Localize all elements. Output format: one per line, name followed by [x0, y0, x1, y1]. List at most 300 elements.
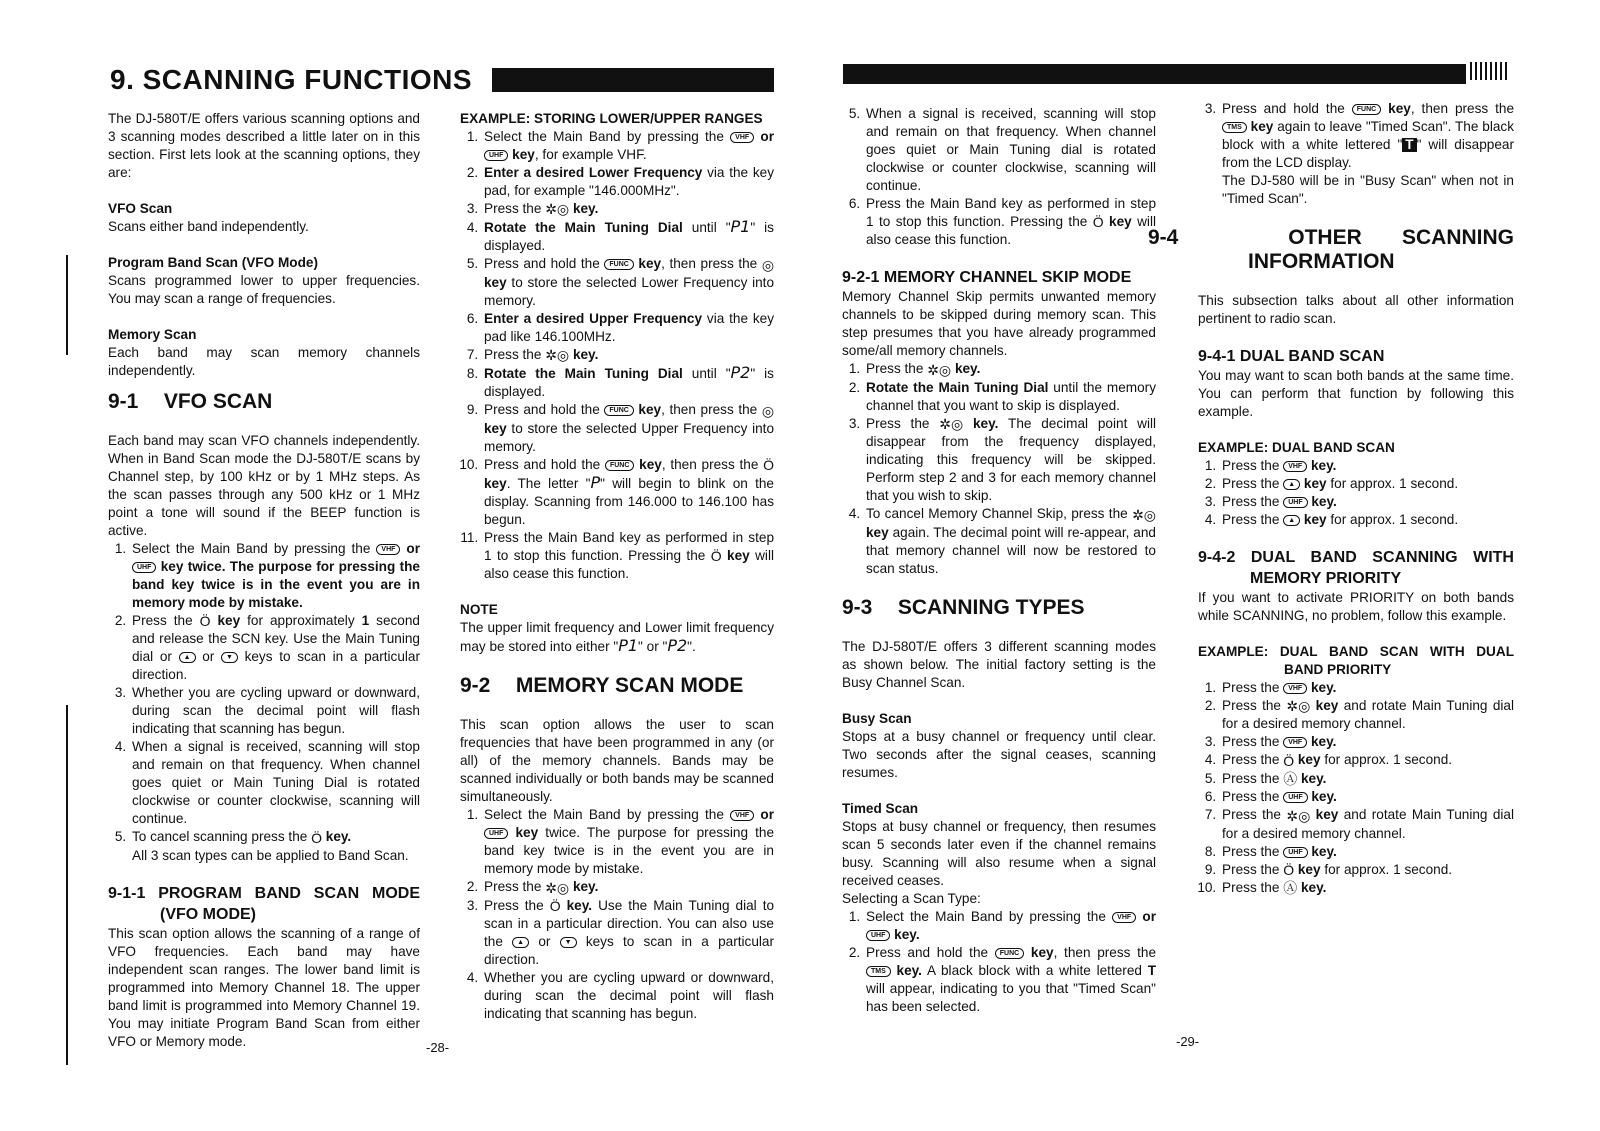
list-item: [1220, 788, 1514, 806]
list-item: [1220, 100, 1514, 208]
uhf-key-icon: UHF: [1283, 497, 1307, 508]
bar-tick: [1505, 62, 1507, 80]
step-text: or: [1142, 908, 1156, 924]
list-item: [482, 401, 774, 455]
step-text: To cancel Memory Channel Skip, press the: [866, 506, 1128, 522]
lcd-display-text: P1: [618, 636, 639, 656]
memory-scan-title: Memory Scan: [108, 327, 197, 342]
step-text: The DJ-580 will be in "Busy Scan" when not in "Timed Scan".: [1222, 173, 1514, 206]
step-text: " is displayed.: [484, 366, 774, 400]
step-text: Select the Main Band by pressing the: [866, 908, 1106, 924]
column-1: [108, 110, 420, 1051]
step-text: Press the: [1222, 512, 1280, 527]
step-text: Press the: [1222, 698, 1281, 713]
step-text: for approx. 1 second.: [1330, 476, 1459, 491]
step-text: keys to scan in a particular direction.: [132, 649, 420, 683]
bar-tick: [1490, 62, 1492, 80]
uhf-key-icon: UHF: [1283, 792, 1307, 803]
step-text: Press and hold the: [866, 944, 989, 960]
list-item: [130, 540, 420, 612]
list-item: [482, 897, 774, 969]
step-text: Use the Main Tuning dial to scan in a particular direction. You can also use the: [484, 897, 775, 950]
section-title: VFO SCAN: [163, 390, 273, 413]
step-text: key.: [572, 201, 599, 216]
scan-key-icon: Ö: [549, 898, 561, 915]
busy-scan-title: Busy Scan: [842, 710, 912, 726]
section-title: OTHER SCANNING INFORMATION: [1248, 226, 1514, 273]
section-number: 9-4: [1148, 226, 1179, 249]
step-text: key: [484, 420, 507, 436]
list-item: 3. Whether you are cycling upward or downward, during scan the decimal point will flash indicating that scanning has begun.: [130, 684, 420, 738]
step-text: key.: [894, 926, 920, 942]
step-text: All 3 scan types can be applied to Band Scan.: [132, 847, 409, 863]
step-text: key: [1315, 807, 1339, 823]
dual-band-example-title: EXAMPLE: DUAL BAND SCAN: [1198, 440, 1395, 455]
step-text: key.: [1311, 843, 1337, 859]
timed-block-icon: T: [1402, 138, 1416, 152]
section-9-4-intro: This subsection talks about all other information pertinent to radio scan.: [1198, 293, 1514, 326]
section-title: MEMORY CHANNEL SKIP MODE: [883, 269, 1132, 287]
step-text: key.: [1311, 494, 1337, 509]
step-text: key: [866, 524, 889, 540]
step-text: , then press the: [1410, 101, 1515, 116]
note-part: ".: [687, 639, 696, 655]
func-key-icon: FUNC: [995, 948, 1024, 959]
ms-key-icon: ✲◎: [1132, 506, 1157, 523]
ms-key-icon: ✲◎: [1286, 698, 1311, 715]
bar-tick: [1470, 62, 1472, 80]
priority-steps: [1198, 679, 1514, 897]
scan-key-icon: Ö: [1092, 214, 1104, 231]
list-item: [1220, 511, 1514, 529]
section-number: 9-2: [460, 674, 491, 698]
step-text: key.: [572, 346, 599, 362]
list-item: [130, 612, 420, 684]
section-number: 9-1: [108, 390, 139, 413]
timed-scan-text: Stops at busy channel or frequency, then resumes scan 5 seconds later even if the channel remains busy. Scanning will also resume when a signal received ceases.: [842, 818, 1156, 888]
vfo-scan-text: Scans either band independently.: [108, 219, 309, 234]
step-text: or: [406, 541, 420, 556]
list-item: [482, 456, 774, 529]
lcd-display-text: P2: [730, 363, 751, 383]
step-text: Enter a desired Lower Frequency: [484, 165, 703, 180]
step-text: until ": [691, 220, 731, 236]
step-text: or: [538, 934, 551, 950]
step-text: twice. The purpose for pressing the band key twice is in the event you are in memory mode by mistake.: [484, 825, 775, 877]
memory-scan-text: Each band may scan memory channels independently.: [108, 345, 420, 378]
step-text: for approx. 1 second.: [1324, 861, 1453, 877]
list-item: [482, 529, 774, 583]
list-item: [1220, 879, 1514, 897]
step-text: Press the: [1222, 680, 1280, 695]
list-item: [864, 908, 1156, 944]
column-3: [842, 105, 1156, 1016]
bar-tick: [1500, 62, 1502, 80]
vhf-key-icon: VHF: [1112, 912, 1136, 923]
section-number: 9-4-1: [1198, 348, 1236, 365]
lcd-display-text: P: [590, 473, 601, 493]
tms-key-icon: TMS: [866, 966, 891, 977]
step-text: Press the: [1222, 843, 1280, 859]
lcd-display-text: P2: [667, 636, 688, 656]
section-9-4-2-heading: [1198, 547, 1514, 589]
step-text: will also cease this function.: [484, 548, 774, 582]
step-text: , then press the: [661, 456, 759, 472]
step-text: key.: [954, 361, 981, 377]
list-item: [482, 346, 774, 364]
step-text: Press the Main Band key as performed in step 1 to stop this function. Pressing the: [484, 530, 774, 564]
step-text: until the memory channel that you want to skip is displayed.: [866, 379, 1156, 413]
step-text: Press the: [484, 897, 544, 913]
step-text: key: [638, 402, 662, 418]
step-text: Press the: [484, 346, 542, 362]
step-text: key.: [1310, 458, 1337, 473]
step-text: key: [1303, 512, 1327, 527]
list-item: [1220, 457, 1514, 475]
scan-key-icon: Ö: [763, 457, 775, 474]
step-text: 1: [361, 613, 370, 628]
tms-key-icon: TMS: [1222, 122, 1247, 133]
section-9-1-intro: Each band may scan VFO channels independently. When in Band Scan mode the DJ-580T/E scans by Channel step, by 100 kHz or by 1 MHz steps. As the scan passes through any 500 kHz or 1 MHz point a tone will sound if the BEEP function is active.: [108, 433, 420, 538]
step-text: for approx. 1 second.: [1324, 752, 1453, 768]
vfo-scan-title: VFO Scan: [108, 201, 173, 216]
up-key-icon: ▲: [1283, 515, 1300, 526]
step-text: Select the Main Band by pressing the: [132, 541, 371, 556]
scan-type-steps: [842, 908, 1156, 1016]
column-2: [460, 110, 774, 1023]
step-text: Press the: [484, 201, 542, 216]
section-title: DUAL BAND SCANNING WITH MEMORY PRIORITY: [1250, 549, 1514, 587]
step-text: key: [217, 613, 241, 628]
step-text: T: [1147, 962, 1156, 978]
ms-key-icon: ✲◎: [545, 347, 570, 364]
scan-key-icon: Ö: [311, 829, 322, 846]
skip-steps: [842, 360, 1156, 577]
step-text: Press the: [866, 415, 930, 431]
step-text: Press and hold the: [484, 402, 600, 418]
step-text: Press the: [484, 879, 542, 895]
bar-tick: [1495, 62, 1497, 80]
uhf-key-icon: UHF: [484, 828, 508, 839]
busy-scan-text: Stops at a busy channel or frequency until clear. Two seconds after the signal ceases, scanning resumes.: [842, 728, 1156, 780]
note-part: " or ": [638, 639, 668, 655]
section-9-2-1-intro: Memory Channel Skip permits unwanted memory channels to be skipped during memory scan. This step presumes that you have already programmed some/all memory channels.: [842, 289, 1156, 359]
bar-tick: [1485, 62, 1487, 80]
step-text: for approximately: [247, 613, 355, 628]
list-item: [482, 310, 774, 346]
note-part: The upper limit frequency and Lower limit frequency may be stored into either ": [460, 620, 774, 655]
page-number-left: -28-: [426, 1040, 450, 1055]
step-text: key: [1250, 119, 1274, 134]
step-text: for approx. 1 second.: [1330, 512, 1459, 527]
up-key-icon: ▲: [1283, 479, 1300, 490]
section-9-3-intro: The DJ-580T/E offers 3 different scanning modes as shown below. The initial factory setting is the Busy Channel Scan.: [842, 638, 1156, 690]
step-text: Press the: [1222, 770, 1280, 786]
step-text: key.: [566, 897, 593, 913]
vhf-key-icon: VHF: [1283, 737, 1307, 748]
section-9-3-heading: [842, 596, 1156, 620]
list-item: 4. Whether you are cycling upward or downward, during scan the decimal point will flash indicating that scanning has begun.: [482, 969, 774, 1023]
program-scan-title: Program Band Scan (VFO Mode): [108, 255, 318, 270]
section-9-1-1-text: This scan option allows the scanning of a range of VFO frequencies. Each band may have independent scan ranges. The lower band limit is programmed into Memory Channel 18. The upper band limit is programmed into Memory Channel 19. You may initiate Program Band Scan from either VFO or Memory mode.: [108, 925, 420, 1049]
step-text: , then press the: [661, 256, 758, 272]
up-key-icon: ▲: [179, 652, 196, 663]
list-item: [130, 828, 420, 864]
step-text: key: [1297, 752, 1321, 768]
step-text: via the key pad like 146.100MHz.: [484, 310, 774, 344]
scan-key-icon: Ö: [199, 613, 211, 630]
margin-line: [66, 705, 68, 1065]
step-text: key.: [1310, 680, 1337, 695]
list-item: 5. When a signal is received, scanning will stop and remain on that frequency. When channel goes quiet or Main Tuning dial is rotated clockwise or counter clockwise, scanning will continue.: [864, 105, 1156, 195]
mw-key-icon: ◎: [761, 402, 775, 419]
list-item: 4. When a signal is received, scanning will stop and remain on that frequency. When channel goes quiet or Main Tuning Dial is rotated clockwise or counter clockwise, scanning will continue.: [130, 738, 420, 828]
step-text: via the key pad, for example "146.000MHz".: [484, 165, 775, 198]
section-9-4-heading: [1148, 226, 1514, 274]
step-text: , for example VHF.: [534, 147, 647, 162]
uhf-key-icon: UHF: [1283, 847, 1307, 858]
memory-scan-steps: [460, 806, 774, 1023]
title-bar-left: [492, 68, 774, 92]
step-text: second and release the SCN key. Use the Main Tuning dial or: [132, 613, 420, 665]
list-item: [1220, 475, 1514, 493]
memory-scan-steps-cont: [842, 105, 1156, 249]
priority-key-icon: Ⓐ: [1283, 771, 1298, 788]
step-text: key: [1297, 861, 1321, 877]
note-text: [460, 619, 774, 656]
vhf-key-icon: VHF: [376, 544, 400, 555]
section-title: DUAL BAND SCAN: [1239, 348, 1385, 365]
ms-key-icon: ✲◎: [545, 201, 570, 218]
func-key-icon: FUNC: [605, 460, 634, 471]
scan-type-select-label: Selecting a Scan Type:: [842, 890, 981, 906]
page-number-right: -29-: [1176, 1034, 1200, 1049]
step-text: , then press the: [661, 402, 758, 418]
ms-key-icon: ✲◎: [545, 879, 570, 896]
step-text: Press the: [1222, 734, 1280, 750]
step-text: again to leave "Timed Scan". The black block with a white lettered ": [1222, 119, 1514, 152]
step-text: key: [515, 825, 539, 841]
step-text: key.: [973, 415, 999, 431]
list-item: [482, 364, 774, 401]
list-item: [1220, 770, 1514, 788]
step-text: will appear, indicating to you that "Timed Scan" has been selected.: [866, 980, 1156, 1014]
list-item: [864, 505, 1156, 577]
step-text: " will disappear from the LCD display.: [1222, 137, 1514, 170]
intro-text: The DJ-580T/E offers various scanning options and 3 scanning modes described a little later on in this section. First lets look at the scanning options, they are:: [108, 111, 420, 180]
vhf-key-icon: VHF: [730, 132, 754, 143]
step-text: to store the selected Upper Frequency into memory.: [484, 420, 775, 454]
section-number: 9-2-1: [842, 269, 880, 287]
step-text: Rotate the Main Tuning Dial: [484, 366, 683, 382]
step-text: keys to scan in a particular direction.: [484, 934, 775, 968]
step-text: until ": [691, 366, 731, 382]
list-item: [1220, 697, 1514, 733]
ms-key-icon: ✲◎: [939, 416, 964, 433]
step-text: To cancel scanning press the: [132, 829, 308, 845]
section-9-2-1-heading: [842, 267, 1156, 288]
step-text: key: [1109, 214, 1132, 229]
step-text: key: [1303, 476, 1327, 491]
priority-key-icon: Ⓐ: [1283, 880, 1298, 897]
timed-scan-title: Timed Scan: [842, 800, 919, 816]
program-scan-text: Scans programmed lower to upper frequencies. You may scan a range of frequencies.: [108, 273, 420, 306]
title-bar-right: [843, 64, 1466, 84]
list-item: [864, 195, 1156, 249]
step-text: again. The decimal point will re-appear, and that memory channel will now be restored to scan status.: [866, 524, 1156, 576]
step-text: Press the Main Band key as performed in step 1 to stop this function. Pressing the: [866, 196, 1156, 229]
step-text: or: [202, 649, 215, 665]
scan-key-icon: Ö: [1283, 862, 1295, 879]
list-item: [1220, 861, 1514, 879]
step-text: key: [1315, 698, 1339, 713]
section-number: 9-4-2: [1198, 549, 1236, 566]
step-text: key.: [1310, 734, 1337, 750]
list-item: [1220, 679, 1514, 697]
section-9-2-intro: This scan option allows the user to scan frequencies that have been programmed in any (or all) of the memory channels. Bands may be scanned individually or both bands may be scanned simultaneously.: [460, 717, 774, 805]
dual-band-steps: [1198, 457, 1514, 529]
step-text: will also cease this function.: [866, 214, 1156, 248]
section-9-4-1-intro: You may want to scan both bands at the same time. You can perform that function by following this example.: [1198, 368, 1514, 419]
step-text: Press the: [1222, 789, 1280, 805]
ms-key-icon: ✲◎: [927, 361, 952, 378]
step-text: key twice. The purpose for pressing the band key twice is in the event you are in memory mode by mistake.: [132, 559, 420, 610]
step-text: Rotate the Main Tuning Dial: [866, 379, 1049, 395]
down-key-icon: ▼: [221, 652, 238, 663]
list-item: [864, 944, 1156, 1016]
step-text: and rotate Main Tuning dial for a desired memory channel.: [1222, 698, 1515, 732]
bar-tick: [1475, 62, 1477, 80]
step-text: key.: [572, 879, 599, 895]
section-9-2-heading: [460, 674, 774, 698]
step-text: Press and hold the: [484, 256, 600, 272]
note-title: NOTE: [460, 602, 498, 618]
list-item: [482, 218, 774, 255]
func-key-icon: FUNC: [604, 259, 633, 270]
scan-key-icon: Ö: [1283, 752, 1295, 769]
step-text: key.: [896, 962, 922, 978]
step-text: " will begin to blink on the display. Scanning from 146.000 to 146.100 has begun.: [484, 476, 774, 528]
list-item: [1220, 806, 1514, 842]
step-text: key.: [325, 829, 352, 845]
list-item: [864, 360, 1156, 378]
example-title: EXAMPLE: STORING LOWER/UPPER RANGES: [460, 111, 763, 126]
step-text: key: [512, 147, 535, 162]
func-key-icon: FUNC: [604, 405, 633, 416]
list-item: [1220, 843, 1514, 861]
list-item: [482, 806, 774, 878]
list-item: [482, 255, 774, 309]
step-text: key.: [1311, 789, 1337, 805]
step-text: Select the Main Band by pressing the: [484, 129, 724, 144]
section-9-4-2-intro: If you want to activate PRIORITY on both bands while SCANNING, no problem, follow this example.: [1198, 590, 1514, 623]
step-text: Press the: [1222, 807, 1281, 823]
vhf-key-icon: VHF: [1283, 461, 1307, 472]
list-item: [482, 200, 774, 218]
page-title: 9. SCANNING FUNCTIONS: [110, 64, 473, 95]
step-text: key: [638, 256, 662, 272]
step-text: , then press the: [1053, 944, 1157, 960]
list-item: [482, 128, 774, 164]
section-number: 9-3: [842, 595, 873, 619]
step-text: Press the: [1222, 752, 1280, 768]
step-text: Press the: [1222, 476, 1280, 491]
uhf-key-icon: UHF: [866, 930, 890, 941]
section-title: PROGRAM BAND SCAN MODE (VFO MODE): [158, 884, 420, 923]
section-number: 9-1-1: [108, 884, 146, 902]
step-text: Press the: [1222, 880, 1280, 896]
step-text: Press and hold the: [1222, 101, 1345, 116]
step-text: " is displayed.: [484, 220, 774, 254]
step-text: or: [760, 129, 774, 144]
margin-line: [66, 255, 68, 355]
step-text: key.: [1300, 880, 1327, 896]
step-text: key: [639, 456, 662, 472]
scan-type-steps-cont: [1198, 100, 1514, 208]
vhf-key-icon: VHF: [1283, 683, 1307, 694]
list-item: [1220, 733, 1514, 751]
step-text: key.: [1300, 770, 1327, 786]
section-9-1-heading: [108, 390, 420, 414]
step-text: Press the: [1222, 861, 1280, 877]
step-text: to store the selected Lower Frequency into memory.: [484, 274, 775, 308]
step-text: or: [760, 807, 774, 823]
section-title: MEMORY SCAN MODE: [515, 674, 744, 698]
step-text: Press the: [132, 613, 193, 628]
step-text: The decimal point will disappear from the frequency displayed, indicating this frequency will be skipped. Perform step 2 and 3 for each memory channel that you wish to skip.: [866, 415, 1157, 504]
step-text: Press and hold the: [484, 456, 601, 472]
step-text: . The letter ": [506, 476, 591, 492]
bar-tick: [1480, 62, 1482, 80]
priority-example-title: EXAMPLE: DUAL BAND SCAN WITH DUAL BAND PRIORITY: [1198, 644, 1514, 677]
section-9-1-1-heading: [108, 883, 420, 925]
mw-key-icon: ◎: [761, 256, 775, 273]
section-9-4-1-heading: [1198, 346, 1514, 367]
uhf-key-icon: UHF: [132, 562, 156, 573]
step-text: A black block with a white lettered: [926, 962, 1142, 978]
step-text: Enter a desired Upper Frequency: [484, 310, 703, 326]
step-text: Press the: [1222, 458, 1280, 473]
step-text: and rotate Main Tuning dial for a desired memory channel.: [1222, 807, 1515, 841]
step-text: key: [1388, 101, 1411, 116]
uhf-key-icon: UHF: [484, 150, 508, 161]
vhf-key-icon: VHF: [730, 810, 754, 821]
func-key-icon: FUNC: [1352, 104, 1381, 115]
step-text: key: [484, 476, 507, 492]
vfo-scan-steps: [108, 540, 420, 865]
down-key-icon: ▼: [560, 937, 577, 948]
lcd-display-text: P1: [730, 217, 751, 237]
ms-key-icon: ✲◎: [1286, 807, 1311, 824]
scan-key-icon: Ö: [710, 548, 722, 565]
list-item: [482, 878, 774, 896]
example-steps: [460, 128, 774, 583]
list-item: [482, 164, 774, 200]
step-text: key: [727, 548, 750, 564]
list-item: [1220, 493, 1514, 511]
step-text: Rotate the Main Tuning Dial: [484, 220, 683, 236]
step-text: key: [1030, 944, 1054, 960]
up-key-icon: ▲: [512, 937, 529, 948]
step-text: Press the: [866, 361, 924, 377]
list-item: [864, 415, 1156, 505]
section-title: SCANNING TYPES: [897, 595, 1085, 619]
step-text: Select the Main Band by pressing the: [484, 807, 724, 823]
step-text: Press the: [1222, 494, 1280, 509]
step-text: key: [484, 274, 507, 290]
list-item: [864, 379, 1156, 415]
list-item: [1220, 751, 1514, 769]
